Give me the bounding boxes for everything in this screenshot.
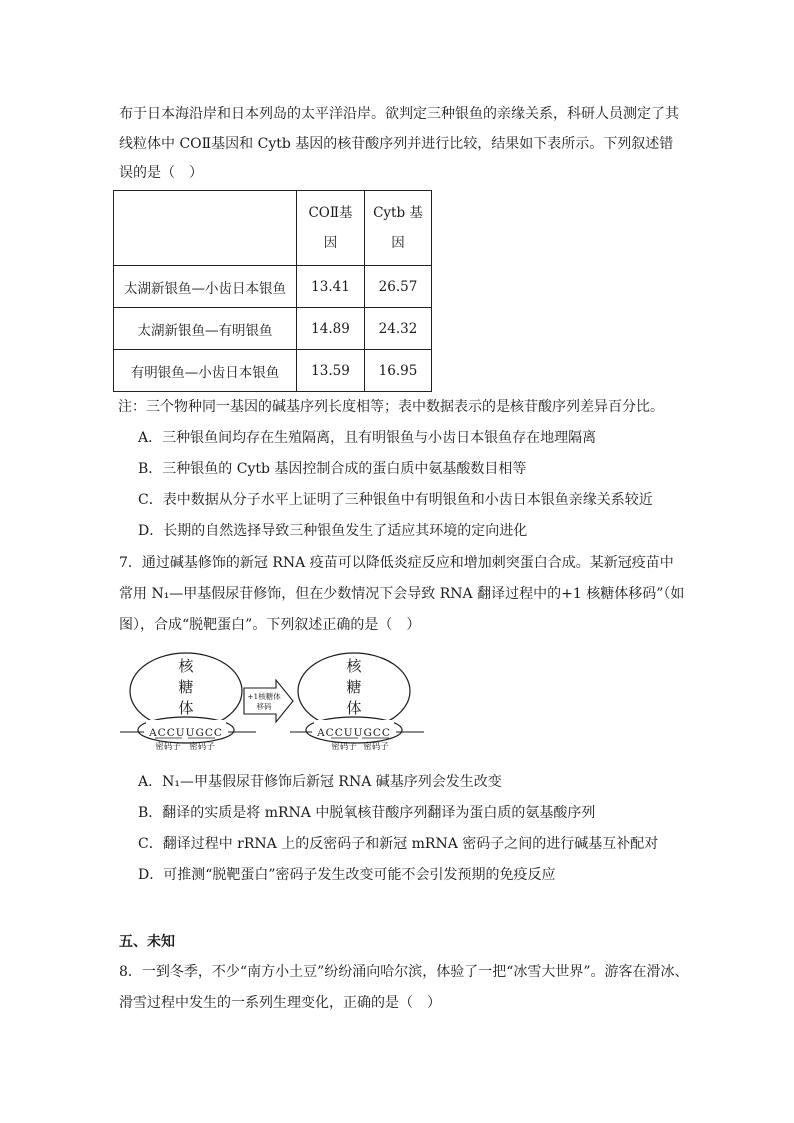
right-codon-label-2: 密码子 <box>363 742 389 752</box>
table-header-row <box>114 191 432 266</box>
right-mrna-sequence: ACCUUGCC <box>317 727 391 739</box>
section-heading: 五、未知 <box>119 934 175 950</box>
table-row <box>114 308 432 350</box>
q6-text-line-2: 线粒体中 COⅡ基因和 Cytb 基因的核苷酸序列并进行比较，结果如下表所示。下列叙述错 <box>119 136 674 152</box>
left-ribosome-label-3: 体 <box>178 699 194 717</box>
left-codon-label-2: 密码子 <box>189 742 215 752</box>
frameshift-arrow <box>244 680 293 722</box>
table-header-coii <box>297 191 365 266</box>
left-ribosome-label-1: 核 <box>178 657 194 675</box>
q7-text-line-1: 7．通过碱基修饰的新冠 RNA 疫苗可以降低炎症反应和增加刺突蛋白合成。某新冠疫苗中 <box>119 555 674 571</box>
ribosome-frameshift-diagram <box>118 646 428 752</box>
arrow-right-icon <box>244 680 293 722</box>
q7-option-c[interactable]: C．翻译过程中 rRNA 上的反密码子和新冠 mRNA 密码子之间的进行碱基互补配对 <box>138 836 659 852</box>
right-ribosome <box>290 653 424 752</box>
q7-option-d[interactable]: D．可推测“脱靶蛋白”密码子发生改变可能不会引发预期的免疫反应 <box>138 867 556 883</box>
table-cell-coii: 14.89 <box>297 308 365 350</box>
table-cell-coii: 13.41 <box>297 266 365 308</box>
table-header-cytb-line-1: Cytb 基 <box>373 205 423 221</box>
arrow-label-line-1: +1核糖体 <box>247 692 281 701</box>
table-cell-cytb: 16.95 <box>365 350 432 392</box>
table-header-empty <box>114 191 297 266</box>
q6-option-b[interactable]: B．三种银鱼的 Cytb 基因控制合成的蛋白质中氨基酸数目相等 <box>138 461 527 477</box>
table-cell-pair: 有明银鱼—小齿日本银鱼 <box>114 350 297 392</box>
table-cell-cytb: 26.57 <box>365 266 432 308</box>
table-cell-cytb: 24.32 <box>365 308 432 350</box>
arrow-label-line-2: 移码 <box>256 702 272 711</box>
left-ribosome <box>120 653 256 752</box>
q7-option-a[interactable]: A．N₁—甲基假尿苷修饰后新冠 RNA 碱基序列会发生改变 <box>138 774 502 790</box>
q6-option-a[interactable]: A．三种银鱼间均存在生殖隔离，且有明银鱼与小齿日本银鱼存在地理隔离 <box>138 430 597 446</box>
table-header-coii-line-2: 因 <box>323 235 338 251</box>
q6-option-d[interactable]: D．长期的自然选择导致三种银鱼发生了适应其环境的定向进化 <box>138 523 528 539</box>
q7-option-b[interactable]: B．翻译的实质是将 mRNA 中脱氧核苷酸序列翻译为蛋白质的氨基酸序列 <box>138 805 596 821</box>
q8-text-line-1: 8．一到冬季，不少“南方小土豆”纷纷涌向哈尔滨，体验了一把“冰雪大世界”。游客在滑冰、 <box>119 964 689 980</box>
right-codon-label-1: 密码子 <box>331 742 357 752</box>
table-header-coii-line-1: COⅡ基 <box>308 205 353 221</box>
q6-text-line-3: 误的是（ ） <box>119 165 203 181</box>
table-row <box>114 266 432 308</box>
left-mrna-sequence: ACCUUGCC <box>149 727 223 739</box>
table-cell-pair: 太湖新银鱼—有明银鱼 <box>114 308 297 350</box>
right-ribosome-label-1: 核 <box>346 657 362 675</box>
q7-text-line-3: 图），合成“脱靶蛋白”。下列叙述正确的是（ ） <box>119 617 421 633</box>
q8-text-line-2: 滑雪过程中发生的一系列生理变化，正确的是（ ） <box>119 995 441 1011</box>
right-ribosome-label-2: 糖 <box>346 678 362 696</box>
right-ribosome-label-3: 体 <box>346 699 362 717</box>
table-cell-coii: 13.59 <box>297 350 365 392</box>
table-cell-pair: 太湖新银鱼—小齿日本银鱼 <box>114 266 297 308</box>
left-codon-label-1: 密码子 <box>155 742 181 752</box>
table-header-cytb-line-2: 因 <box>391 235 405 251</box>
q6-text-line-1: 布于日本海沿岸和日本列岛的太平洋沿岸。欲判定三种银鱼的亲缘关系，科研人员测定了其 <box>119 106 679 122</box>
table-row <box>114 350 432 392</box>
sequence-difference-table <box>113 190 432 392</box>
left-ribosome-label-2: 糖 <box>178 678 194 696</box>
table-header-cytb <box>365 191 432 266</box>
q6-table-note: 注：三个物种同一基因的碱基序列长度相等；表中数据表示的是核苷酸序列差异百分比。 <box>118 399 664 415</box>
q6-option-c[interactable]: C．表中数据从分子水平上证明了三种银鱼中有明银鱼和小齿日本银鱼亲缘关系较近 <box>138 492 653 508</box>
q7-text-line-2: 常用 N₁—甲基假尿苷修饰，但在少数情况下会导致 RNA 翻译过程中的+1 核糖体移码”（如 <box>119 586 685 602</box>
